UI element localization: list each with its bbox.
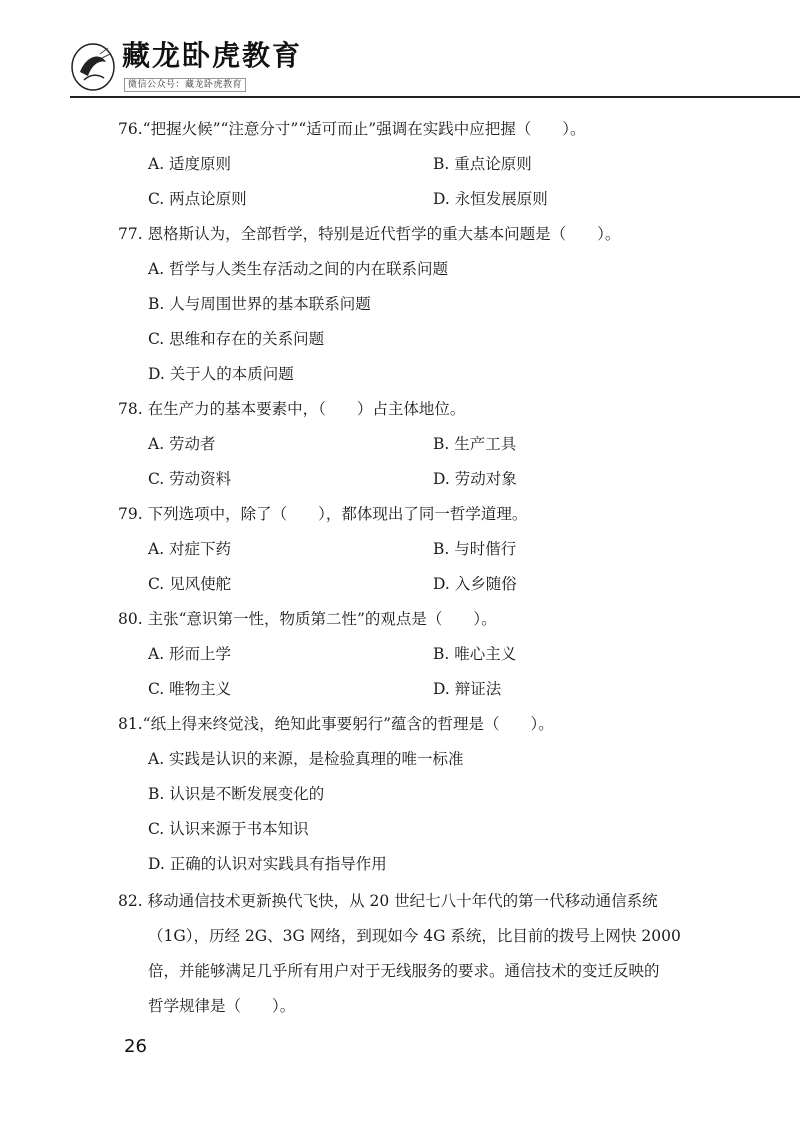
- option-a: A. 哲学与人类生存活动之间的内在联系问题: [148, 260, 449, 278]
- question-stem: 81.“纸上得来终觉浅，绝知此事要躬行”蕴含的哲理是（ ）。: [118, 715, 554, 733]
- question-stem: 76.“把握火候”“注意分寸”“适可而止”强调在实践中应把握（ ）。: [118, 120, 586, 138]
- question-stem-line-4: 哲学规律是（ ）。: [148, 997, 296, 1015]
- question-stem: 80. 主张“意识第一性，物质第二性”的观点是（ ）。: [118, 610, 497, 628]
- option-a: A. 适度原则: [148, 155, 232, 173]
- question-81: [118, 707, 718, 882]
- option-d: D. 劳动对象: [433, 470, 517, 488]
- question-stem-line-2: （1G），历经 2G、3G 网络，到现如今 4G 系统，比目前的拨号上网快 2000: [148, 927, 681, 945]
- option-b: B. 与时偕行: [433, 540, 517, 558]
- question-stem: 77. 恩格斯认为，全部哲学，特别是近代哲学的重大基本问题是（ ）。: [118, 225, 621, 243]
- option-c: C. 两点论原则: [148, 190, 247, 208]
- option-c: C. 见风使舵: [148, 575, 232, 593]
- question-76: [118, 112, 718, 217]
- page-number: 26: [124, 1036, 147, 1057]
- option-b: B. 唯心主义: [433, 645, 517, 663]
- option-b: B. 人与周围世界的基本联系问题: [148, 295, 371, 313]
- option-c: C. 唯物主义: [148, 680, 232, 698]
- brand-subtitle: 微信公众号：藏龙卧虎教育: [124, 78, 246, 92]
- option-c: C. 劳动资料: [148, 470, 232, 488]
- question-78: [118, 392, 718, 497]
- question-stem-line-1: 82. 移动通信技术更新换代飞快，从 20 世纪七八十年代的第一代移动通信系统: [118, 892, 658, 910]
- option-b: B. 认识是不断发展变化的: [148, 785, 325, 803]
- question-list: [118, 112, 718, 1024]
- option-d: D. 永恒发展原则: [433, 190, 548, 208]
- option-a: A. 劳动者: [148, 435, 216, 453]
- option-d: D. 关于人的本质问题: [148, 365, 294, 383]
- option-a: A. 实践是认识的来源，是检验真理的唯一标准: [148, 750, 464, 768]
- option-d: D. 正确的认识对实践具有指导作用: [148, 855, 387, 873]
- question-79: [118, 497, 718, 602]
- page-header: [0, 0, 800, 100]
- question-stem: 79. 下列选项中，除了（ ），都体现出了同一哲学道理。: [118, 505, 528, 523]
- option-c: C. 认识来源于书本知识: [148, 820, 309, 838]
- question-stem: 78. 在生产力的基本要素中，（ ）占主体地位。: [118, 400, 466, 418]
- option-b: B. 生产工具: [433, 435, 517, 453]
- option-b: B. 重点论原则: [433, 155, 532, 173]
- question-77: [118, 217, 718, 392]
- question-stem-line-3: 倍，并能够满足几乎所有用户对于无线服务的要求。通信技术的变迁反映的: [148, 962, 660, 980]
- question-80: [118, 602, 718, 707]
- option-d: D. 入乡随俗: [433, 575, 517, 593]
- option-a: A. 对症下药: [148, 540, 232, 558]
- dragon-tiger-logo-icon: [70, 42, 116, 92]
- option-d: D. 辩证法: [433, 680, 502, 698]
- option-a: A. 形而上学: [148, 645, 232, 663]
- question-82: [118, 884, 718, 1024]
- header-divider: [70, 96, 800, 98]
- option-c: C. 思维和存在的关系问题: [148, 330, 325, 348]
- brand-title: 藏龙卧虎教育: [122, 39, 303, 72]
